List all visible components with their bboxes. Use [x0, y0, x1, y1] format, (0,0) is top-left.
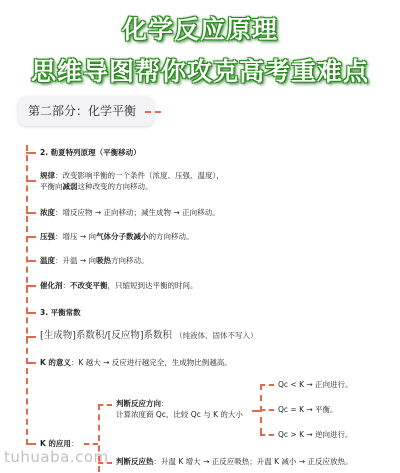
- banner-title: 化学反应原理: [121, 15, 278, 44]
- heat-item: 判断反应热：升温 K 增大 → 正反应吸热；升温 K 减小 → 正反应放热。: [116, 457, 353, 466]
- direction-item: 判断反应方向： 计算浓度商 Qc，比较 Qc 与 K 的大小: [116, 399, 243, 419]
- concentration-item: 浓度：增反应物 → 正向移动；减生成物 → 正向移动。: [40, 208, 220, 217]
- k-app-tick: [98, 404, 112, 406]
- k-formula: [生成物]系数积/[反应物]系数积 （纯液体、固体不写入）: [40, 330, 258, 341]
- title-banner: [0, 0, 400, 90]
- branch-tick: [26, 285, 36, 287]
- case-tick: [260, 384, 274, 386]
- k-app-connector: [84, 443, 98, 445]
- catalyst-item: 催化剂：不改变平衡，只缩短到达平衡的时间。: [40, 281, 198, 290]
- root-node: 第二部分：化学平衡: [18, 96, 154, 126]
- watermark: tuhuaba.com: [4, 448, 109, 466]
- banner-subtitle: 思维导图帮你攻克高考重难点: [30, 57, 369, 86]
- branch-tick: [26, 362, 36, 364]
- branch-tick: [26, 312, 36, 314]
- pressure-item: 压强：增压 → 向气体分子数减小的方向移动。: [40, 232, 194, 241]
- cases-connector: [252, 410, 260, 412]
- main-branch-line: [26, 145, 28, 445]
- k-application-item: K 的应用：: [40, 439, 79, 448]
- branch-tick: [26, 260, 36, 262]
- case-tick: [260, 434, 274, 436]
- branch-tick: [26, 336, 36, 338]
- branch-tick: [26, 212, 36, 214]
- law-item: 规律：改变影响平衡的一个条件（浓度、压强、温度）， 平衡向减弱这种改变的方向移动。: [40, 171, 224, 191]
- branch-tick: [26, 443, 36, 445]
- branch-tick: [26, 180, 36, 182]
- branch-tick: [26, 152, 36, 154]
- section3-heading: 3. 平衡常数: [40, 308, 81, 317]
- case-less: Qc < K → 正向进行。: [278, 380, 353, 389]
- case-equal: Qc = K → 平衡。: [278, 405, 338, 414]
- root-connector: [145, 111, 161, 113]
- case-tick: [260, 409, 274, 411]
- section2-heading: 2. 勒夏特列原理（平衡移动）: [40, 148, 141, 157]
- temperature-item: 温度：升温 → 向吸热方向移动。: [40, 256, 149, 265]
- branch-tick: [26, 236, 36, 238]
- case-greater: Qc > K → 逆向进行。: [278, 430, 353, 439]
- k-meaning-item: K 的意义：K 越大 → 反应进行越完全，生成物比例越高。: [40, 358, 232, 367]
